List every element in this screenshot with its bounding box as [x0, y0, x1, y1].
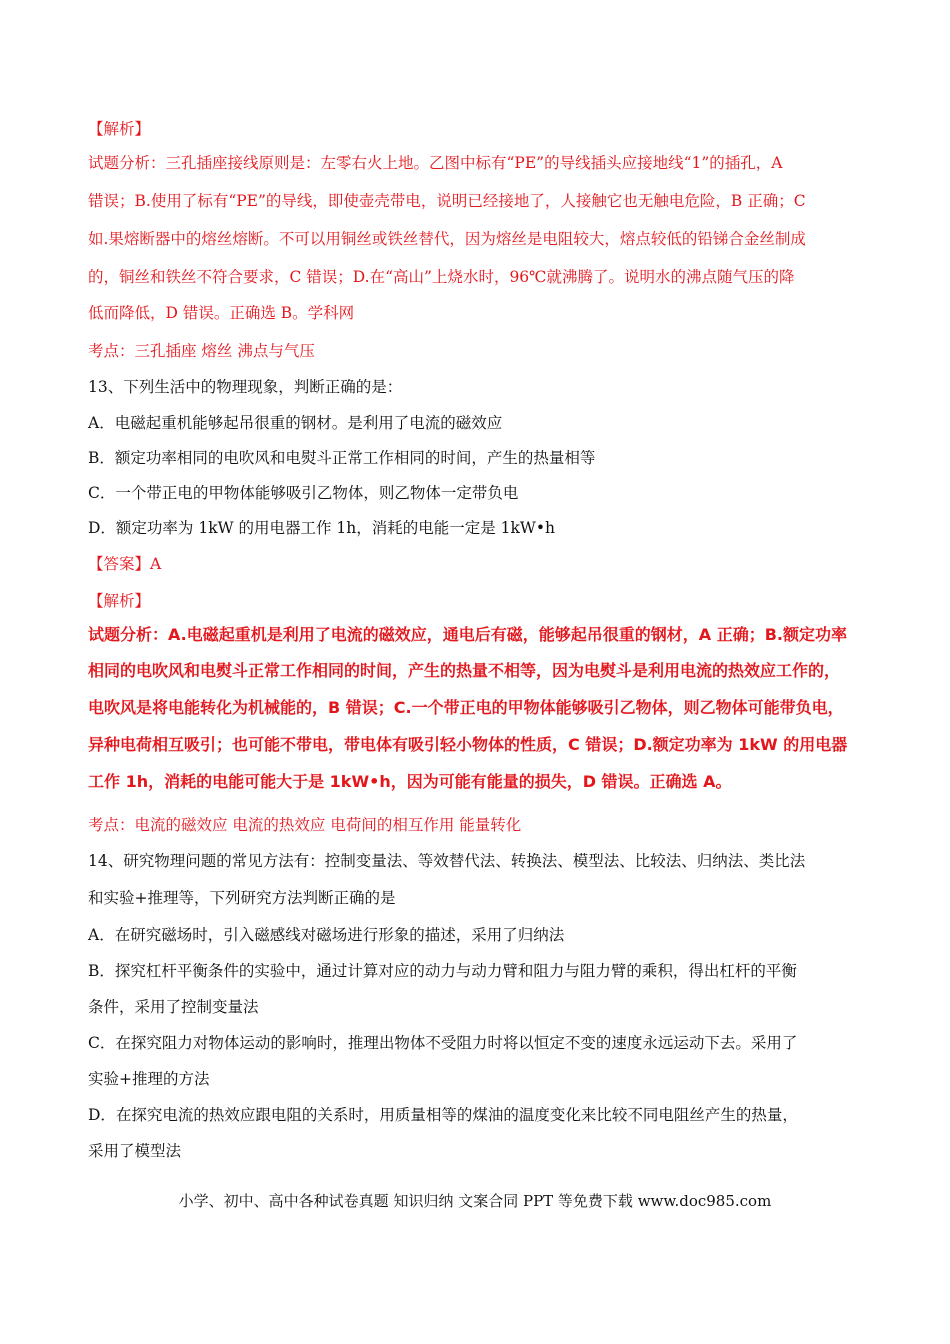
question-14-option-d-1: D．在探究电流的热效应跟电阻的关系时，用质量相等的煤油的温度变化来比较不同电阻丝产生的热量， — [88, 1106, 798, 1124]
answer-13: 【答案】A — [88, 555, 162, 573]
analysis-line-12-4: 的，铜丝和铁丝不符合要求，C 错误；D.在“高山”上烧水时，96℃就沸腾了。说明水的沸点随气压的降 — [88, 268, 795, 286]
question-13-option-c: C．一个带正电的甲物体能够吸引乙物体，则乙物体一定带负电 — [88, 484, 519, 502]
question-13-option-b: B．额定功率相同的电吹风和电熨斗正常工作相同的时间，产生的热量相等 — [88, 449, 596, 467]
analysis-line-12-3: 如.果熔断器中的熔丝熔断。不可以用铜丝或铁丝替代，因为熔丝是电阻较大，熔点较低的铅锑合金丝制成 — [88, 230, 806, 248]
question-14-option-b-1: B．探究杠杆平衡条件的实验中，通过计算对应的动力与动力臂和阻力与阻力臂的乘积，得出杠杆的平衡 — [88, 962, 797, 980]
page-footer: 小学、初中、高中各种试卷真题 知识归纳 文案合同 PPT 等免费下载 www.doc985.com — [178, 1192, 772, 1210]
question-14-option-c-1: C．在探究阻力对物体运动的影响时，推理出物体不受阻力时将以恒定不变的速度永远运动下去。采用了 — [88, 1034, 798, 1052]
analysis-heading-13: 【解析】 — [88, 592, 151, 610]
analysis-line-13-5: 工作 1h，消耗的电能可能大于是 1kW•h，因为可能有能量的损失，D 错误。正确选 A。 — [88, 772, 732, 791]
question-14-option-d-2: 采用了模型法 — [88, 1142, 182, 1160]
analysis-line-13-3: 电吹风是将电能转化为机械能的，B 错误；C.一个带正电的甲物体能够吸引乙物体，则乙物体可能带负电， — [88, 698, 844, 717]
question-14-stem-2: 和实验+推理等，下列研究方法判断正确的是 — [88, 889, 396, 907]
question-13-option-a: A．电磁起重机能够起吊很重的钢材。是利用了电流的磁效应 — [88, 414, 503, 432]
question-14-stem-1: 14、研究物理问题的常见方法有：控制变量法、等效替代法、转换法、模型法、比较法、归纳法、类比法 — [88, 852, 806, 870]
analysis-line-13-1: 试题分析：A.电磁起重机是利用了电流的磁效应，通电后有磁，能够起吊很重的钢材，A 正确；B.额定功率 — [88, 625, 847, 644]
question-14-option-c-2: 实验+推理的方法 — [88, 1070, 210, 1088]
analysis-heading-12: 【解析】 — [88, 120, 151, 138]
question-14-option-b-2: 条件，采用了控制变量法 — [88, 998, 259, 1016]
analysis-line-12-2: 错误；B.使用了标有“PE”的导线，即使壶壳带电，说明已经接地了，人接触它也无触电危险，B 正确；C — [88, 192, 806, 210]
analysis-line-13-2: 相同的电吹风和电熨斗正常工作相同的时间，产生的热量不相等，因为电熨斗是利用电流的热效应工作的， — [88, 661, 841, 680]
analysis-line-13-4: 异种电荷相互吸引；也可能不带电，带电体有吸引轻小物体的性质，C 错误；D.额定功率为 1kW 的用电器 — [88, 735, 848, 754]
question-13-option-d: D．额定功率为 1kW 的用电器工作 1h，消耗的电能一定是 1kW•h — [88, 519, 555, 537]
kaodian-12: 考点：三孔插座 熔丝 沸点与气压 — [88, 342, 315, 360]
question-14-option-a: A．在研究磁场时，引入磁感线对磁场进行形象的描述，采用了归纳法 — [88, 926, 565, 944]
analysis-line-12-5: 低而降低，D 错误。正确选 B。学科网 — [88, 304, 355, 322]
question-13-stem: 13、下列生活中的物理现象，判断正确的是： — [88, 378, 403, 396]
kaodian-13: 考点：电流的磁效应 电流的热效应 电荷间的相互作用 能量转化 — [88, 816, 522, 834]
analysis-line-12-1: 试题分析：三孔插座接线原则是：左零右火上地。乙图中标有“PE”的导线插头应接地线“1”的插孔，A — [88, 154, 783, 172]
